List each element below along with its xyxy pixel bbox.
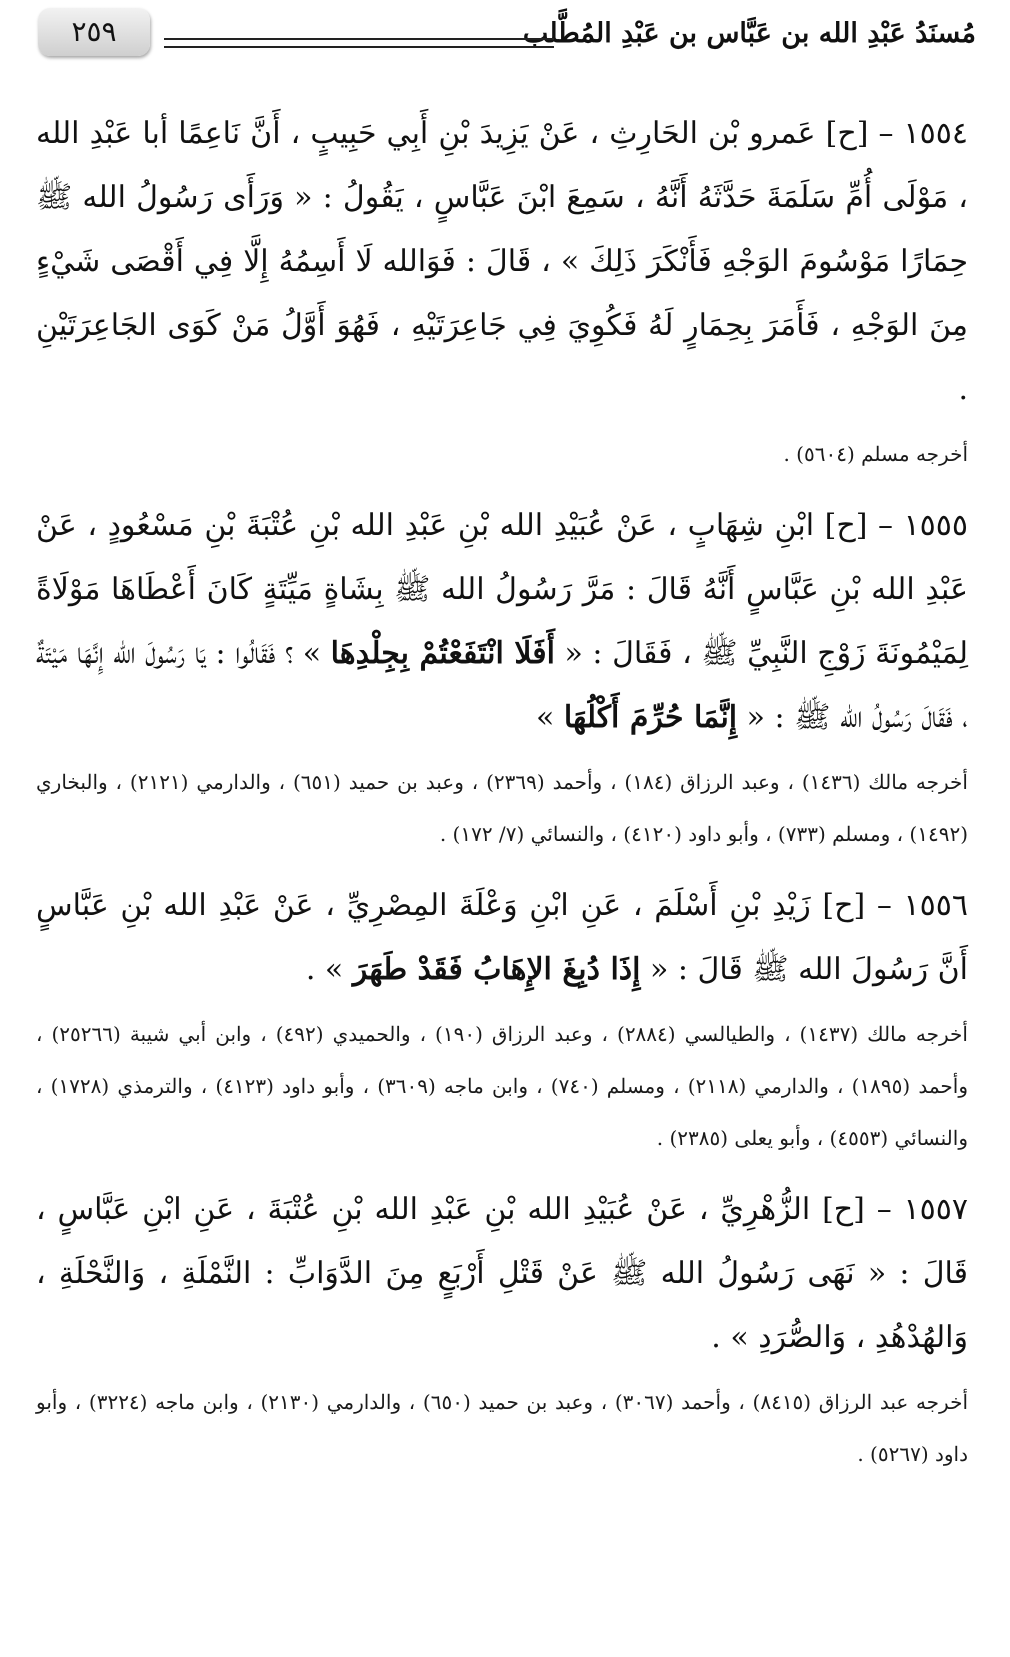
takhrij-1555: أخرجه مالك (١٤٣٦) ، وعبد الرزاق (١٨٤) ، وأحمد (٢٣٦٩) ، وعبد بن حميد (٦٥١) ، والدارمي (٢١٢١) ، والبخاري (١٤٩٢) ، ومسلم (٧٣٣) ، وأبو داود (٤١٢٠) ، والنسائي (٧/ ١٧٢) . [36, 770, 968, 846]
page-content [36, 102, 968, 1494]
hadith-1555 [36, 494, 968, 750]
header-title: مُسنَدُ عَبْدِ الله بن عَبَّاس بن عَبْدِ المُطَّلب [522, 18, 976, 49]
hadith-text: » ؟ فَقَالُوا : يَا رَسُولَ الله إِنَّهَا مَيْتَةٌ ، فَقَالَ رَسُولُ الله ﷺ : « [36, 636, 968, 735]
hadith-text: – [ح] ابْنِ شِهَابٍ ، عَنْ عُبَيْدِ الله بْنِ عَبْدِ الله بْنِ عُتْبَةَ بْنِ مَسْعُودٍ ، عَنْ عَبْدِ الله بْنِ عَبَّاسٍ أَنَّهُ قَالَ : مَرَّ رَسُولُ الله ﷺ بِشَاةٍ مَيِّتَةٍ كَانَ أَعْطَاهَا مَوْلَاةً لِمَيْمُونَةَ زَوْجِ النَّبِيِّ ﷺ ، فَقَالَ : « [36, 508, 968, 671]
hadith-quote-bold: إِنَّمَا حُرِّمَ أَكْلُهَا [563, 700, 738, 735]
hadith-text: – [ح] زَيْدِ بْنِ أَسْلَمَ ، عَنِ ابْنِ وَعْلَةَ المِصْرِيِّ ، عَنْ عَبْدِ الله بْنِ عَبَّاسٍ أَنَّ رَسُولَ الله ﷺ قَالَ : « [36, 888, 968, 987]
hadith-text: – [ح] عَمرو بْن الحَارِثِ ، عَنْ يَزِيدَ بْنِ أَبِي حَبِيبٍ ، أَنَّ نَاعِمًا أبا عَبْدِ الله ، مَوْلَى أُمِّ سَلَمَةَ حَدَّثَهُ أَنَّهُ ، سَمِعَ ابْنَ عَبَّاسٍ ، يَقُولُ : « وَرَأَى رَسُولُ الله ﷺ حِمَارًا مَوْسُومَ الوَجْهِ فَأَنْكَرَ ذَلِكَ » ، قَالَ : فَوَالله لَا أَسِمُهُ إِلَّا فِي أَقْصَى شَيْءٍ مِنَ الوَجْهِ ، فَأَمَرَ بِحِمَارٍ لَهُ فَكُوِيَ فِي جَاعِرَتَيْهِ ، فَهُوَ أَوَّلُ مَنْ كَوَى الجَاعِرَتَيْنِ . [36, 116, 968, 407]
hadith-1556 [36, 874, 968, 1002]
hadith-number: ١٥٥٤ [903, 116, 968, 151]
takhrij-1554: أخرجه مسلم (٥٦٠٤) . [783, 442, 968, 466]
hadith-text: » [535, 700, 564, 735]
hadith-number: ١٥٥٥ [903, 508, 969, 543]
header-rule [164, 38, 554, 48]
hadith-quote-bold: أَفَلَا انْتَفَعْتُمْ بِجِلْدِهَا [330, 636, 555, 671]
takhrij-1557: أخرجه عبد الرزاق (٨٤١٥) ، وأحمد (٣٠٦٧) ، وعبد بن حميد (٦٥٠) ، والدارمي (٢١٣٠) ، وابن ماجه (٣٢٢٤) ، وأبو داود (٥٢٦٧) . [36, 1390, 969, 1466]
hadith-quote-bold: إِذَا دُبِغَ الإِهَابُ فَقَدْ طَهَرَ [352, 952, 641, 987]
hadith-1554 [36, 102, 968, 422]
hadith-number: ١٥٥٦ [903, 888, 968, 923]
hadith-text: » . [305, 952, 353, 987]
hadith-1557 [36, 1178, 968, 1370]
hadith-number: ١٥٥٧ [903, 1192, 968, 1227]
hadith-text: – [ح] الزُّهْرِيِّ ، عَنْ عُبَيْدِ الله بْنِ عَبْدِ الله بْنِ عُتْبَةَ ، عَنِ ابْنِ عَبَّاسٍ ، قَالَ : « نَهَى رَسُولُ الله ﷺ عَنْ قَتْلِ أَرْبَعٍ مِنَ الدَّوَابِّ : النَّمْلَةِ ، وَالنَّحْلَةِ ، وَالهُدْهُدِ ، وَالصُّرَدِ » . [36, 1192, 968, 1355]
running-header [36, 8, 976, 60]
takhrij-1556: أخرجه مالك (١٤٣٧) ، والطيالسي (٢٨٨٤) ، وعبد الرزاق (١٩٠) ، والحميدي (٤٩٢) ، وابن أبي شيبة (٢٥٢٦٦) ، وأحمد (١٨٩٥) ، والدارمي (٢١١٨) ، ومسلم (٧٤٠) ، وابن ماجه (٣٦٠٩) ، وأبو داود (٤١٢٣) ، والترمذي (١٧٢٨) ، والنسائي (٤٥٥٣) ، وأبو يعلى (٢٣٨٥) . [36, 1022, 968, 1150]
page-number-badge: ٢٥٩ [38, 8, 150, 56]
